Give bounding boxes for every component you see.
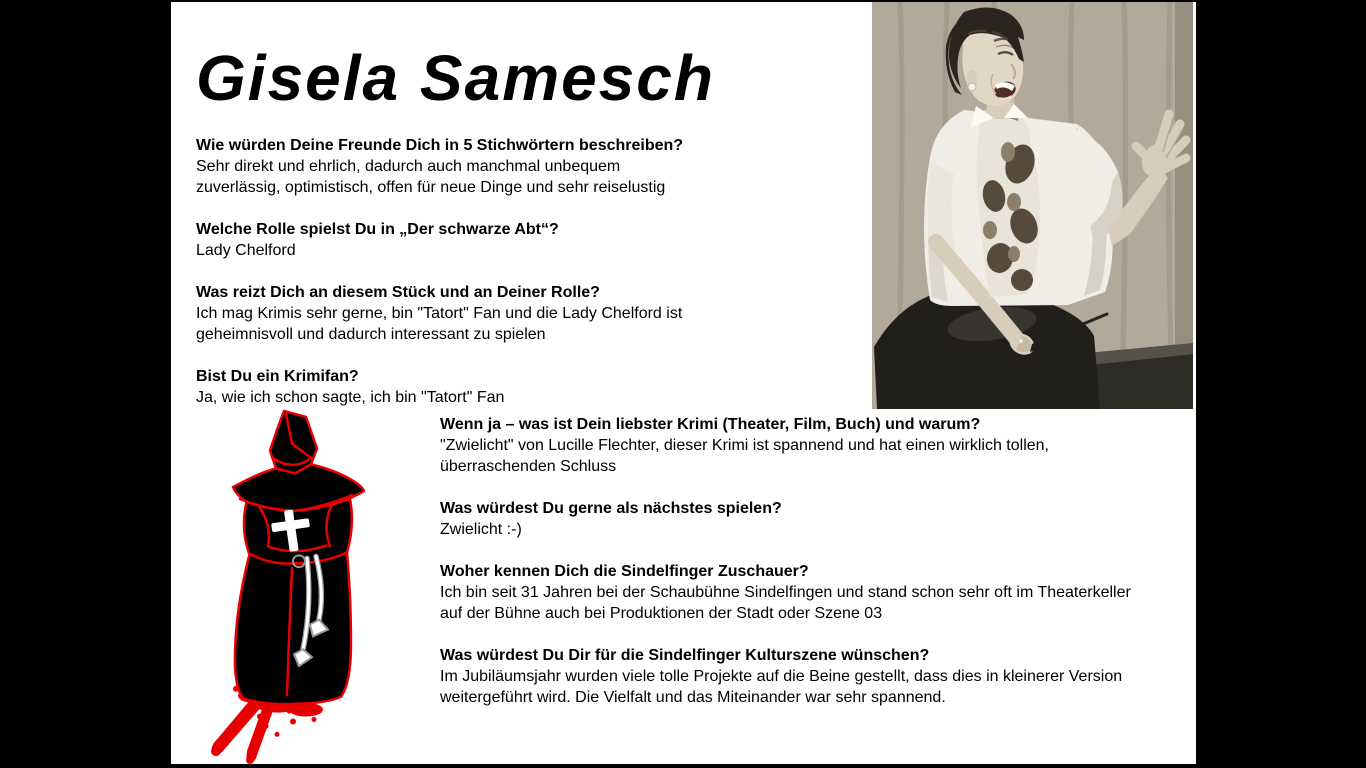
qa-answer-line: Ich mag Krimis sehr gerne, bin "Tatort" Fan und die Lady Chelford ist: [196, 305, 683, 322]
qa-answer-line: zuverlässig, optimistisch, offen für neue Dinge und sehr reiselustig: [196, 179, 666, 196]
qa-column-right: [440, 414, 1190, 729]
qa-block: [196, 282, 866, 345]
qa-answer-line: "Zwielicht" von Lucille Flechter, dieser Krimi ist spannend und hat einen wirklich tollen,: [440, 437, 1049, 454]
qa-answer-line: Zwielicht :-): [440, 521, 522, 538]
qa-answer-line: Ich bin seit 31 Jahren bei der Schaubühne Sindelfingen und stand schon sehr oft im Theaterkeller: [440, 584, 1131, 601]
qa-block: [440, 414, 1190, 477]
qa-block: [440, 498, 1190, 540]
qa-question: Was würdest Du Dir für die Sindelfinger Kulturszene wünschen?: [440, 647, 930, 664]
qa-answer-line: Lady Chelford: [196, 242, 296, 259]
qa-column-left: [196, 135, 866, 429]
qa-block: [196, 366, 866, 408]
qa-answer-line: überraschenden Schluss: [440, 458, 617, 475]
qa-answer-line: auf der Bühne auch bei Produktionen der Stadt oder Szene 03: [440, 605, 883, 622]
qa-question: Wie würden Deine Freunde Dich in 5 Stichwörtern beschreiben?: [196, 137, 684, 154]
qa-question: Was würdest Du gerne als nächstes spielen?: [440, 500, 782, 517]
qa-answer-line: geheimnisvoll und dadurch interessant zu spielen: [196, 326, 546, 343]
qa-block: [196, 219, 866, 261]
qa-question: Bist Du ein Krimifan?: [196, 368, 359, 385]
qa-block: [440, 561, 1190, 624]
qa-question: Wenn ja – was ist Dein liebster Krimi (Theater, Film, Buch) und warum?: [440, 416, 981, 433]
qa-answer-line: Ja, wie ich schon sagte, ich bin "Tatort" Fan: [196, 389, 505, 406]
black-abbot-illustration: [200, 408, 380, 764]
qa-question: Woher kennen Dich die Sindelfinger Zuschauer?: [440, 563, 809, 580]
qa-block: [440, 645, 1190, 708]
qa-answer-line: Sehr direkt und ehrlich, dadurch auch manchmal unbequem: [196, 158, 621, 175]
qa-answer-line: weitergeführt wird. Die Vielfalt und das Miteinander war sehr spannend.: [440, 689, 946, 706]
portrait-photo: [872, 2, 1193, 409]
qa-question: Welche Rolle spielst Du in „Der schwarze Abt“?: [196, 221, 559, 238]
content-page: [171, 2, 1196, 764]
page-title: Gisela Samesch: [196, 42, 715, 114]
qa-answer-line: Im Jubiläumsjahr wurden viele tolle Projekte auf die Beine gestellt, dass dies in kleinerer Version: [440, 668, 1123, 685]
qa-block: [196, 135, 866, 198]
qa-question: Was reizt Dich an diesem Stück und an Deiner Rolle?: [196, 284, 600, 301]
